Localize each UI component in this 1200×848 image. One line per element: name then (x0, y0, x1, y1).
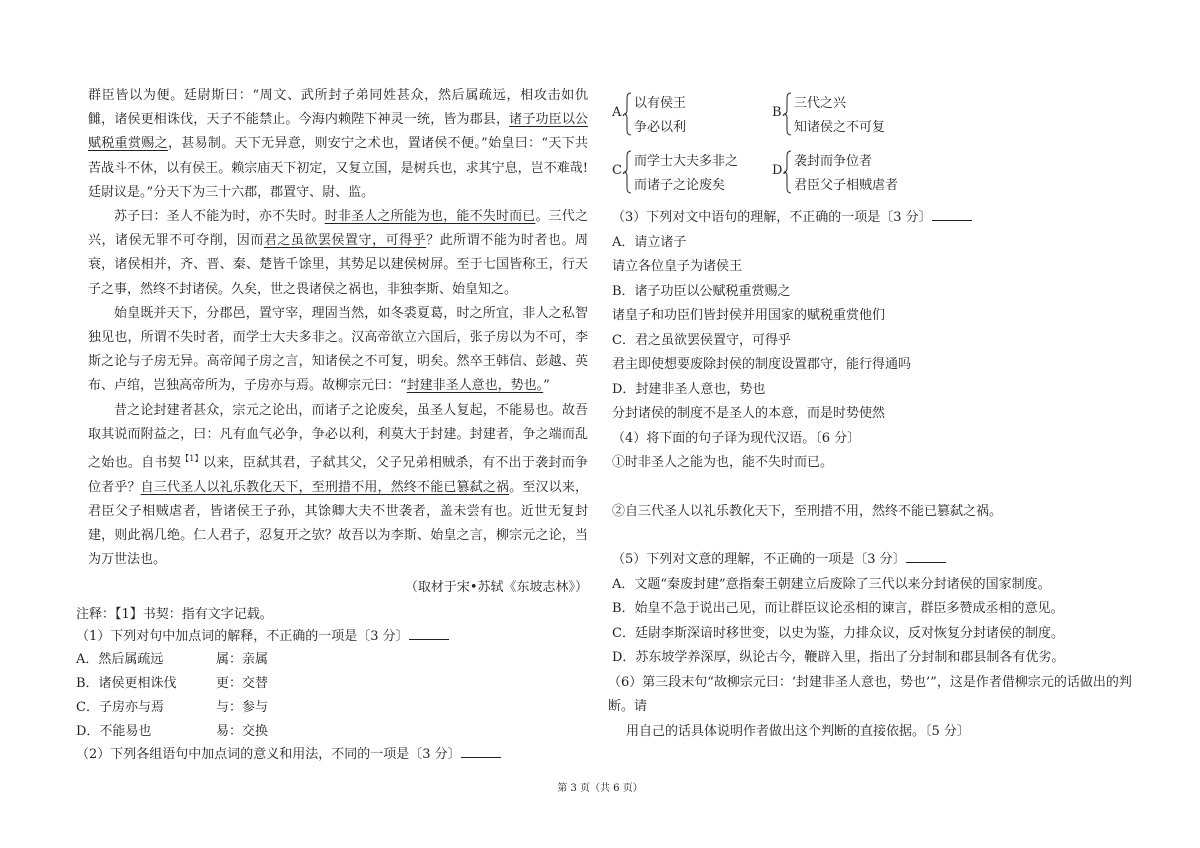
translate-sentence-2: ②自三代圣人以礼乐教化天下，至刑措不用，然终不能已篡弑之祸。 (612, 503, 1003, 519)
question-stem: （5）下列对文意的理解，不正确的一项是〔3 分〕 (612, 548, 1132, 573)
option-line: 君主即使想要废除封侯的制度设置郡守，能行得通吗 (612, 357, 912, 372)
underlined-sentence: 诸子功臣以公赋税重赏赐之 (88, 112, 588, 152)
answer-blank[interactable] (409, 638, 449, 640)
brace-icon (624, 150, 632, 194)
question-5 (612, 548, 1132, 671)
brace-icon (624, 92, 632, 136)
translate-sentence-1: ①时非圣人之能为也，能不失时而已。 (612, 455, 834, 470)
brace-icon (784, 150, 792, 194)
answer-blank[interactable] (906, 561, 946, 563)
question-4 (612, 427, 1132, 549)
option-line: C．廷尉李斯深谙时移世变，以史为鉴，力排众议，反对恢复分封诸侯的制度。 (612, 625, 1064, 641)
passage-paragraph-3: 始皇既并天下，分郡邑，置守宰，理固当然，如冬裘夏葛，时之所宜，非人之私智独见也，所谓不失时者，而学士大夫多非之。汉高帝欲立六国后，张子房以为不可，李斯之论与子房无异。高帝闻子房之言，知诸侯之不可复，明矣。然卒王韩信、彭越、英布、卢绾，岂独高帝所为，子房亦与焉。故柳宗元曰：“封建非圣人意也，势也。” (88, 305, 588, 394)
answer-space[interactable] (612, 476, 1132, 500)
question-1 (76, 626, 588, 744)
question-stem: （4）将下面的句子译为现代汉语。〔6 分〕 (612, 430, 861, 446)
question-3 (612, 206, 1132, 427)
option-row: C．子房亦与焉 与：参与 (76, 700, 269, 716)
option-line: D．苏东坡学养深厚，纵论古今，鞭辟入里，指出了分封制和郡县制各有优劣。 (612, 650, 1065, 665)
option-line: B．诸子功臣以公赋税重赏赐之 (612, 283, 791, 299)
underlined-sentence: 时非圣人之所能为也，能不失时而已 (324, 209, 536, 225)
source-citation: （取材于宋•苏轼《东坡志林》） (404, 580, 588, 596)
option-row: A．然后属疏远 属：亲属 (76, 652, 269, 668)
question-2-options (612, 92, 1132, 196)
question-stem: （6）第三段末句“故柳宗元曰：‘封建非圣人意也，势也’”，这是作者借柳宗元的话做出的判断。请 (608, 674, 1132, 714)
option-group-a: A. 以有侯王 争必以利 (612, 92, 782, 136)
option-group-b: B. 三代之兴 知诸侯之不可复 (772, 92, 962, 136)
passage-paragraph-2: 苏子曰：圣人不能为时，亦不失时。时非圣人之所能为也，能不失时而已。三代之兴，诸侯无罪不可夺削，因而君之虽欲罢侯置守，可得乎？此所谓不能为时者也。周衰，诸侯相并，齐、晋、秦、楚皆千馀里，其势足以建侯树屏。至于七国皆称王，行天子之事，然终不封诸侯。久矣，世之畏诸侯之祸也，非独李斯、始皇知之。 (88, 209, 588, 297)
question-stem: （3）下列对文中语句的理解，不正确的一项是〔3 分〕 (612, 206, 1132, 231)
underlined-sentence: 封建非圣人意也，势也。 (406, 378, 544, 394)
option-row: D．不能易也 易：交换 (76, 724, 269, 740)
option-line: 分封诸侯的制度不是圣人的本意，而是时势使然 (612, 406, 886, 421)
underlined-sentence: 君之虽欲罢侯置守，可得乎 (263, 233, 427, 249)
passage-paragraph-4: 昔之论封建者甚众，宗元之论出，而诸子之论废矣，虽圣人复起，不能易也。故吾取其说而附益之，曰：凡有血气必争，争必以利，利莫大于封建。封建者，争之端而乱之始也。自书契$^{【1】}$以来，臣弑其君，子弑其父，父子兄弟相贼杀，有不出于袭封而争位者乎？自三代圣人以礼乐教化天下，至刑措不用，然终不能已篡弑之祸。至汉以来，君臣父子相贼虐者，皆诸侯王子孙，其馀卿大夫不世袭者，盖未尝有也。近世无复封建，则此祸几绝。仁人君子，忍复开之欤？故吾以为李斯、始皇之言，柳宗元之论，当为万世法也。 (88, 402, 588, 568)
footnote: 注释：【1】书契：指有文字记载。 (76, 607, 273, 623)
option-row: B．诸侯更相诛伐 更：交替 (76, 676, 269, 692)
underlined-sentence: 自三代圣人以礼乐教化天下，至刑措不用，然终不能已篡弑之祸 (140, 479, 510, 495)
option-group-c: C. 而学士大夫多非之 而诸子之论废矣 (612, 150, 782, 194)
passage-paragraph-1: 群臣皆以为便。廷尉斯曰：“周文、武所封子弟同姓甚众，然后属疏远，相攻击如仇雠，诸侯更相诛伐，天子不能禁止。今海内赖陛下神灵一统，皆为郡县，诸子功臣以公赋税重赏赐之，甚易制。天下无异意，则安宁之术也，置诸侯不便。”始皇曰：“天下共苦战斗不休，以有侯王。赖宗庙天下初定，又复立国，是树兵也，求其宁息，岂不难哉!廷尉议是。”分天下为三十六郡，郡置守、尉、监。 (88, 88, 588, 200)
question-2-stem: （2）下列各组语句中加点词的意义和用法，不同的一项是〔3 分〕 (76, 744, 588, 766)
left-column (76, 84, 588, 766)
option-line: C．君之虽欲罢侯置守，可得乎 (612, 332, 791, 348)
option-group-d: D. 袭封而争位者 君臣父子相贼虐者 (772, 150, 962, 194)
answer-space[interactable] (612, 524, 1132, 548)
right-column (608, 92, 1132, 744)
brace-icon (784, 92, 792, 136)
footnote-marker: 【1】 (181, 454, 203, 464)
question-stem: （1）下列对句中加点词的解释，不正确的一项是〔3 分〕 (76, 626, 588, 648)
option-line: B．始皇不急于说出己见，而让群臣议论丞相的谏言，群臣多赞成丞相的意见。 (612, 601, 1064, 616)
question-stem-cont: 用自己的话具体说明作者做出这个判断的直接依据。〔5 分〕 (626, 723, 970, 739)
option-line: D．封建非圣人意也，势也 (612, 381, 766, 397)
question-6 (608, 671, 1132, 745)
option-line: A．请立诸子 (612, 234, 687, 250)
option-line: 诸皇子和功臣们皆封侯并用国家的赋税重赏他们 (612, 308, 886, 323)
page-footer: 第 3 页（共 6 页） (557, 783, 643, 794)
option-line: A．文题“秦废封建”意指秦王朝建立后废除了三代以来分封诸侯的国家制度。 (612, 576, 1051, 592)
answer-blank[interactable] (461, 756, 501, 758)
answer-blank[interactable] (932, 219, 972, 221)
option-line: 请立各位皇子为诸侯王 (612, 259, 743, 274)
